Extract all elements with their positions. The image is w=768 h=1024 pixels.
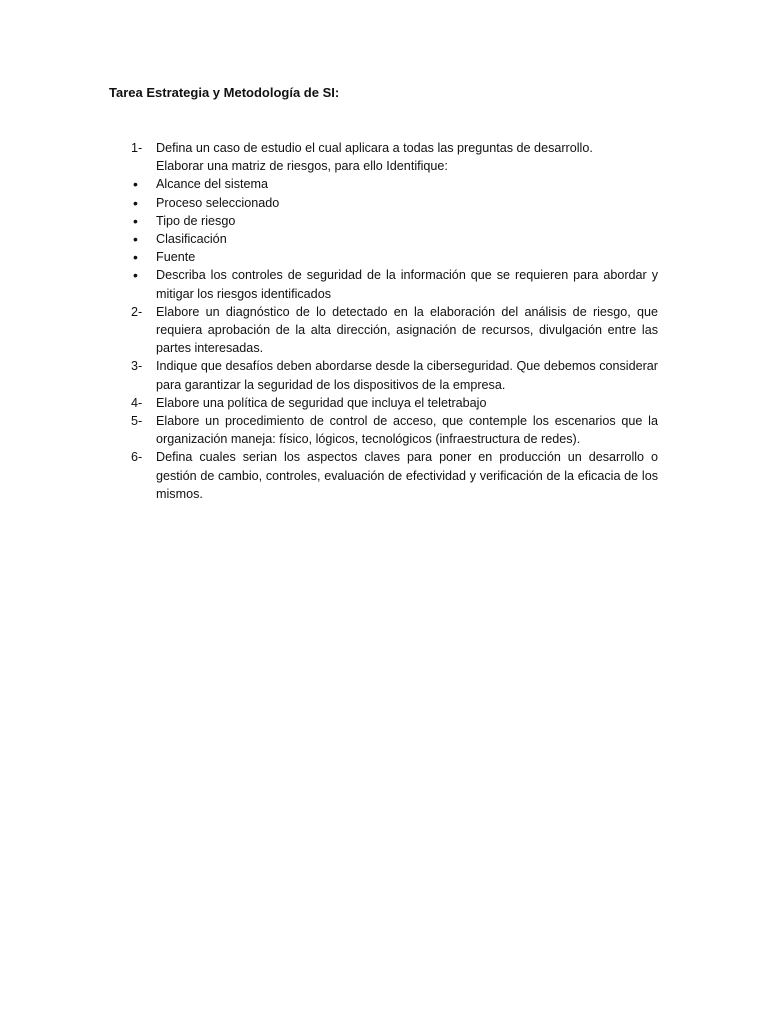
list-item-3	[131, 357, 658, 393]
bullet-text: Describa los controles de seguridad de la información que se requieren para abordar y mitigar los riesgos identificados	[156, 268, 658, 301]
bullet-item-tipo	[131, 212, 658, 230]
item-number: 4-	[131, 395, 143, 410]
bullet-text: Proceso seleccionado	[156, 195, 280, 210]
bullet-item-clasificacion	[131, 230, 658, 248]
item-number: 2-	[131, 304, 143, 319]
document-title: Tarea Estrategia y Metodología de SI:	[109, 85, 340, 100]
bullet-text: Tipo de riesgo	[156, 213, 236, 228]
item-number: 3-	[131, 359, 143, 374]
bullet-text: Fuente	[156, 250, 196, 265]
item-line: Elaborar una matriz de riesgos, para ello Identifique:	[156, 159, 448, 174]
bullet-icon: •	[133, 212, 138, 229]
bullet-icon: •	[133, 194, 138, 211]
bullet-item-controles	[131, 266, 658, 302]
bullet-icon: •	[133, 231, 138, 248]
item-text: Elabore una política de seguridad que incluya el teletrabajo	[156, 395, 487, 410]
item-text: Indique que desafíos deben abordarse desde la ciberseguridad. Que debemos considerar para garantizar la seguridad de los dispositivos de la empresa.	[156, 359, 658, 392]
bullet-icon: •	[133, 249, 138, 266]
item-text: Defina cuales serian los aspectos claves para poner en producción un desarrollo o gestión de cambio, controles, evaluación de efectividad y verificación de la eficacia de los mismos.	[156, 450, 658, 501]
item-number: 1-	[131, 141, 143, 155]
item-text: Elabore un procedimiento de control de acceso, que contemple los escenarios que la organización maneja: físico, lógicos, tecnológicos (infraestructura de redes).	[156, 414, 658, 447]
bullet-item-proceso	[131, 194, 658, 212]
bullet-item-alcance	[131, 175, 658, 193]
item-text	[156, 139, 658, 175]
list-item-4	[131, 394, 658, 412]
bullet-icon: •	[133, 267, 138, 284]
bullet-icon: •	[133, 176, 138, 193]
bullet-text: Clasificación	[156, 232, 227, 247]
item-text: Elabore un diagnóstico de lo detectado en la elaboración del análisis de riesgo, que requiera aprobación de la alta dirección, asignación de recursos, divulgación entre las partes interesadas.	[156, 304, 658, 356]
list-item-5	[131, 412, 658, 448]
list-item-2	[131, 303, 658, 358]
bullet-item-fuente	[131, 248, 658, 266]
item-line: Defina un caso de estudio el cual aplicara a todas las preguntas de desarrollo.	[156, 141, 593, 155]
item-number: 5-	[131, 414, 143, 429]
bullet-text: Alcance del sistema	[156, 177, 268, 192]
task-list	[131, 139, 658, 503]
list-item-6	[131, 448, 658, 503]
list-item-1	[131, 139, 658, 175]
item-number: 6-	[131, 450, 143, 465]
